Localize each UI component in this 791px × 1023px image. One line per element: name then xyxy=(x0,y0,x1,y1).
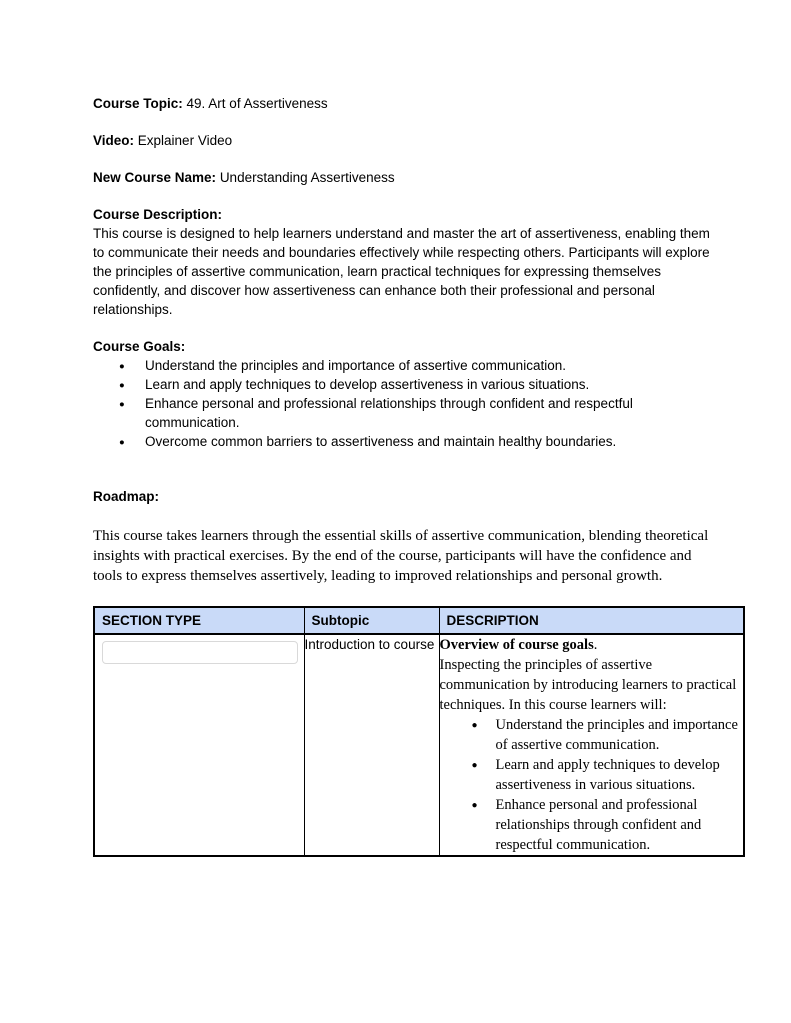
description-intro: Inspecting the principles of assertive communication by introducing learners to practical techniques. In this course learners will: xyxy=(439,657,737,713)
table-row xyxy=(94,634,744,856)
subtopic-cell: Introduction to course xyxy=(304,634,439,856)
roadmap-heading: Roadmap: xyxy=(93,489,160,504)
course-goals-heading: Course Goals: xyxy=(93,339,186,354)
course-goal-item: ● Enhance personal and professional relationships through confident and respectful communication. xyxy=(93,394,711,432)
roadmap-text: This course takes learners through the essential skills of assertive communication, blending theoretical insights with practical exercises. By the end of the course, participants will have the confidence and tools to express themselves assertively, leading to improved relationships and personal growth. xyxy=(93,528,709,584)
course-topic-line xyxy=(93,94,711,113)
description-cell xyxy=(439,634,744,856)
column-header-description: DESCRIPTION xyxy=(439,607,744,634)
course-description-text: This course is designed to help learners understand and master the art of assertiveness, enabling them to communicate their needs and boundaries effectively while respecting others. Participants will explore the principles of assertive communication, learn practical techniques for expressing themselves confidently, and discover how assertiveness can enhance both their professional and personal relationships. xyxy=(93,226,710,317)
course-goal-item: ● Overcome common barriers to assertiveness and maintain healthy boundaries. xyxy=(93,432,711,451)
video-label: Video: xyxy=(93,133,135,148)
description-bullet: ● Enhance personal and professional relationships through confident and respectful communication. xyxy=(440,795,744,855)
video-line xyxy=(93,131,711,150)
section-type-input[interactable] xyxy=(102,641,298,664)
course-description-section xyxy=(93,205,711,319)
course-goals-list xyxy=(93,356,711,451)
section-type-cell xyxy=(94,634,304,856)
description-bullet: ● Understand the principles and importance of assertive communication. xyxy=(440,715,744,755)
course-goal-item: ● Learn and apply techniques to develop assertiveness in various situations. xyxy=(93,375,711,394)
course-topic-value: 49. Art of Assertiveness xyxy=(186,96,328,111)
table-header-row xyxy=(94,607,744,634)
description-bullet-list xyxy=(440,715,744,855)
roadmap-table xyxy=(93,606,745,857)
description-lead xyxy=(440,635,744,655)
course-topic-label: Course Topic: xyxy=(93,96,183,111)
course-goals-section xyxy=(93,337,711,451)
video-value: Explainer Video xyxy=(137,133,233,148)
description-lead-period: . xyxy=(593,637,598,653)
course-description-heading: Course Description: xyxy=(93,207,223,222)
new-course-name-line xyxy=(93,168,711,187)
description-lead-bold: Overview of course goals xyxy=(439,637,594,653)
new-course-name-label: New Course Name: xyxy=(93,170,217,185)
new-course-name-value: Understanding Assertiveness xyxy=(219,170,395,185)
column-header-subtopic: Subtopic xyxy=(304,607,439,634)
description-bullet: ● Learn and apply techniques to develop assertiveness in various situations. xyxy=(440,755,744,795)
course-goal-item: ● Understand the principles and importance of assertive communication. xyxy=(93,356,711,375)
column-header-section-type: SECTION TYPE xyxy=(94,607,304,634)
